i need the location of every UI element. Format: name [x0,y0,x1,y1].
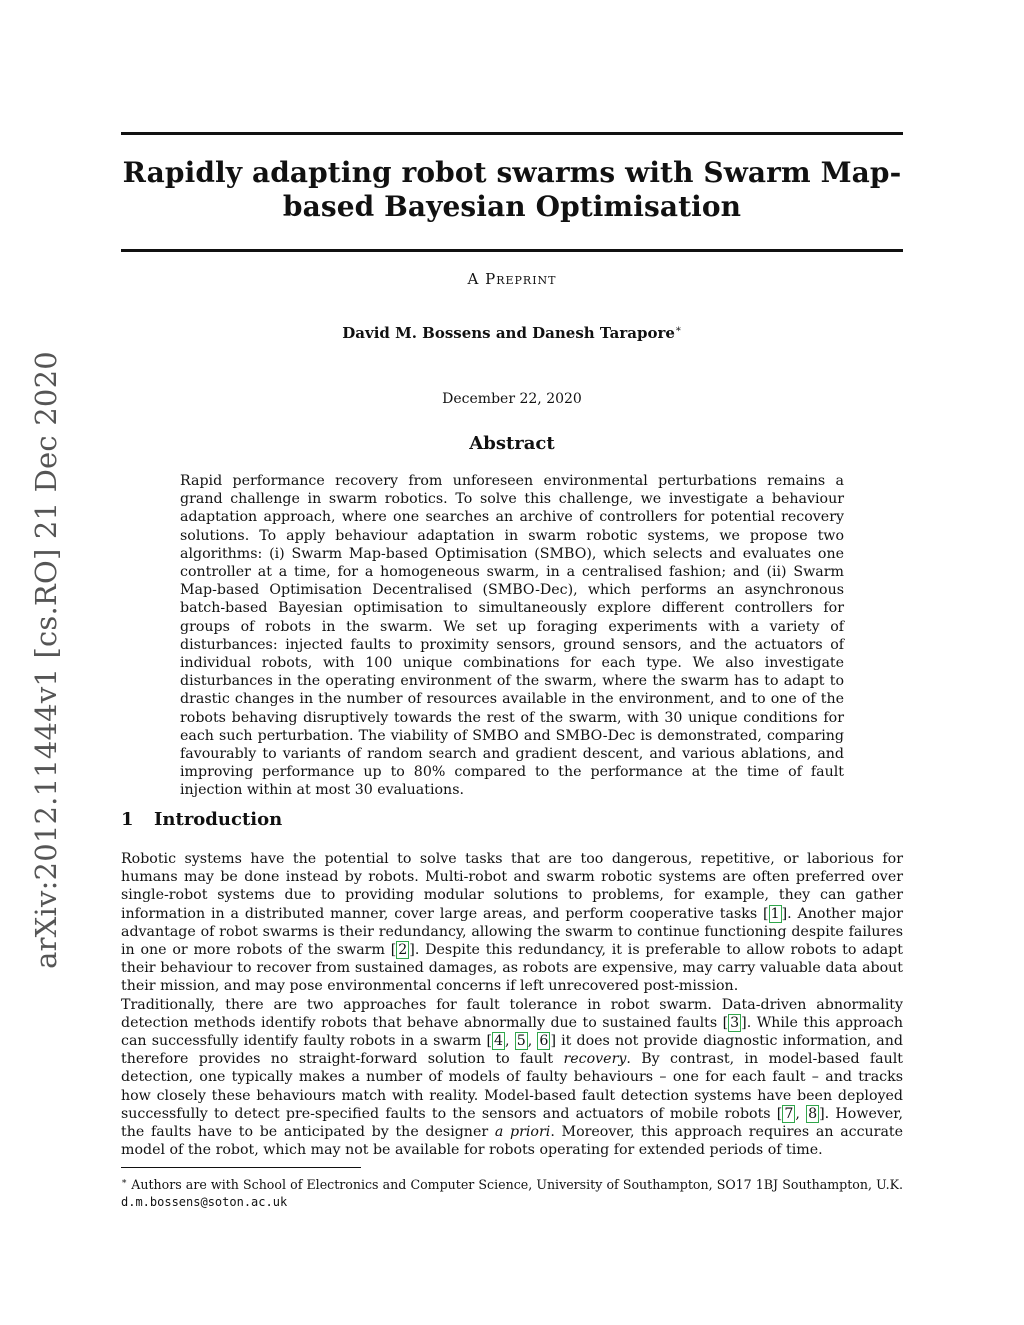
citation-link[interactable]: [ 1 ] [763,905,788,922]
arxiv-sidebar-id: arXiv:2012.11444v1 [cs.RO] 21 Dec 2020 [29,351,63,969]
text-run: Traditionally, there are two approaches for fault tolerance in robot swarm. Data-driven abnormality detection methods identify robots that behave abnormally due to sustained faults [121,996,903,1031]
text-run: . By contrast, in model-based fault detection, one typically makes a number of models of faulty behaviours – one for each fault – and tracks how closely these behaviours match with reality. Model-based fault detection systems have been deployed successfully to detect pre-specified faults to the sensors and actuators of mobile robots [121,1051,903,1122]
emphasis: a priori [494,1124,551,1141]
author-names: David M. Bossens and Danesh Tarapore [342,324,675,342]
abstract-text: Rapid performance recovery from unforeseen environmental perturbations remains a grand challenge in swarm robotics. To solve this challenge, we investigate a behaviour adaptation approach, where one searches an archive of controllers for potential recovery solutions. To apply behaviour adaptation in swarm robotic systems, we propose two algorithms: (i) Swarm Map-based Optimisation (SMBO), which selects and evaluates one controller at a time, for a homogeneous swarm, in a centralised fashion; and (ii) Swarm Map-based Optimisation Decentralised (SMBO-Dec), which performs an asynchronous batch-based Bayesian optimisation to simultaneously explore different controllers for groups of robots in the swarm. We set up foraging experiments with a variety of disturbances: injected faults to proximity sensors, ground sensors, and the actuators of individual robots, with 100 unique combinations for each type. We also investigate disturbances in the operating environment of the swarm, where the swarm has to adapt to drastic changes in the number of resources available in the environment, and to one of the robots behaving disruptively towards the rest of the swarm, with 30 unique conditions for each such perturbation. The viability of SMBO and SMBO-Dec is demonstrated, comparing favourably to variants of random search and gradient descent, and various ablations, and improving performance up to 80% compared to the performance at the time of fault injection within at most 30 evaluations. [180,473,844,799]
citation-link[interactable]: [ 3 ] [722,1014,747,1031]
text-run: Robotic systems have the potential to solve tasks that are too dangerous, repetitive, or laborious for humans may be done instead by robots. Multi-robot and swarm robotic systems are often preferred over single-robot systems due to providing modular solutions to problems, for example, they can gather information in a distributed manner, cover large areas, and perform cooperative tasks [121,851,903,922]
abstract-heading: Abstract [469,433,555,454]
footnote-mark: ∗ [121,1177,128,1187]
citation-link[interactable]: [ 7 , 8 ] [776,1105,825,1122]
paper-title: Rapidly adapting robot swarms with Swarm Map-based Bayesian Optimisation [122,156,902,223]
text-run: . However, the faults have to be anticipated by the designer [121,1105,903,1141]
preprint-label: A Preprint [467,270,557,288]
text-run: . While this approach can successfully identify faulty robots in a swarm [121,1014,903,1050]
section-title: Introduction [154,809,283,830]
top-rule [121,132,903,135]
paper-date: December 22, 2020 [442,391,582,407]
text-run: it does not provide diagnostic information, and therefore provides no straight-forward solution to fault [121,1033,903,1068]
text-run: . Another major advantage of robot swarms is their redundancy, allowing the swarm to continue functioning despite failures in one or more robots of the swarm [121,905,904,959]
authors [121,324,903,342]
citation-link[interactable]: [ 2 ] [390,942,415,959]
text-run: . Despite this redundancy, it is preferable to allow robots to adapt their behaviour to recover from sustained damages, as robots are expensive, may carry valuable data about their mission, and may pose environmental concerns if left unrecovered post-mission. [121,942,903,995]
email-link[interactable]: d.m.bossens@soton.ac.uk [121,1195,288,1210]
section-heading-introduction [121,809,282,830]
paragraph [121,996,903,1160]
citation-link[interactable]: [ 4 , 5 , 6 ] [486,1033,556,1050]
section-number: 1 [121,809,134,830]
footnote-rule [121,1167,361,1168]
footnote-text: Authors are with School of Electronics and Computer Science, University of Southampton, SO17 1BJ Southampton, U.K. [131,1177,903,1193]
footnote [121,1174,903,1211]
introduction-body [121,850,903,1159]
author-footnote-mark[interactable]: ∗ [674,324,682,335]
paragraph [121,850,903,996]
title-bottom-rule [121,249,903,252]
emphasis: recovery [563,1051,627,1068]
text-run: . Moreover, this approach requires an accurate model of the robot, which may not be available for robots operating for extended periods of time. [121,1124,904,1159]
